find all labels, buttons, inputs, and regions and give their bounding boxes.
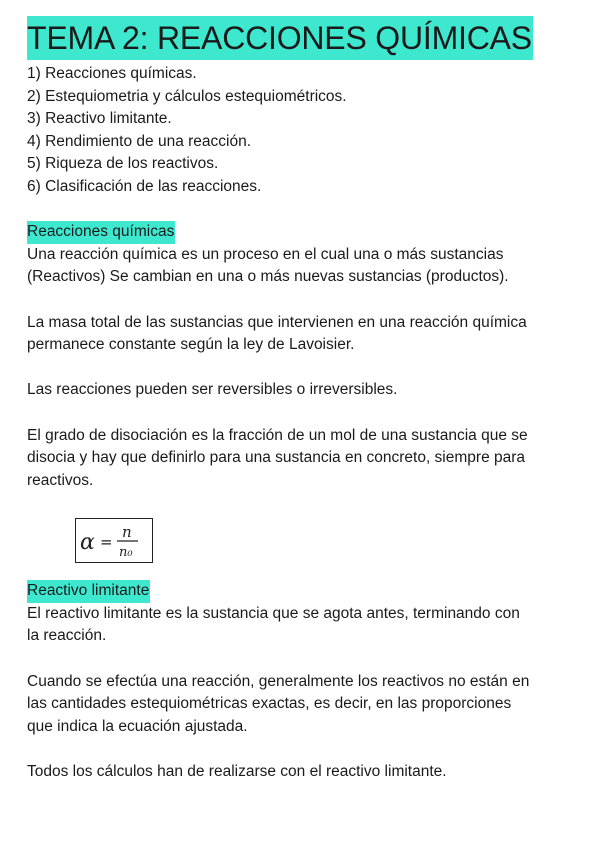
paragraph-line: Cuando se efectúa una reacción, generalmente los reactivos no están en bbox=[27, 672, 530, 690]
paragraph-line: que indica la ecuación ajustada. bbox=[27, 717, 248, 735]
paragraph-line: (Reactivos) Se cambian en una o más nuevas sustancias (productos). bbox=[27, 268, 509, 286]
section-reacciones-quimicas bbox=[27, 221, 577, 580]
paragraph-line: permanece constante según la ley de Lavoisier. bbox=[27, 336, 355, 354]
paragraph-line: reactivos. bbox=[27, 471, 94, 489]
dissociation-formula bbox=[75, 518, 153, 563]
toc-item: 3) Reactivo limitante. bbox=[27, 110, 172, 128]
paragraph-line: La masa total de las sustancias que intervienen en una reacción química bbox=[27, 313, 527, 331]
formula-numerator: n bbox=[122, 523, 132, 542]
toc-item: 2) Estequiometria y cálculos estequiométricos. bbox=[27, 87, 347, 105]
table-of-contents bbox=[27, 63, 577, 199]
formula-alpha: α bbox=[80, 530, 95, 556]
paragraph-line: Todos los cálculos han de realizarse con el reactivo limitante. bbox=[27, 763, 447, 781]
section-heading: Reactivo limitante bbox=[27, 580, 150, 603]
document-page bbox=[27, 16, 577, 784]
section-heading: Reacciones químicas bbox=[27, 221, 175, 244]
paragraph-line: disocia y hay que definirlo para una sustancia en concreto, siempre para bbox=[27, 449, 526, 467]
toc-item: 1) Reacciones químicas. bbox=[27, 65, 197, 82]
toc-item: 5) Riqueza de los reactivos. bbox=[27, 155, 219, 173]
formula-area bbox=[27, 492, 577, 580]
page-title: TEMA 2: REACCIONES QUÍMICAS bbox=[27, 16, 533, 60]
toc-item: 6) Clasificación de las reacciones. bbox=[27, 177, 262, 195]
formula-denominator: n₀ bbox=[119, 545, 133, 561]
paragraph-line: El grado de disociación es la fracción de un mol de una sustancia que se bbox=[27, 426, 528, 444]
paragraph-line: Una reacción química es un proceso en el cual una o más sustancias bbox=[27, 245, 504, 263]
toc-item: 4) Rendimiento de una reacción. bbox=[27, 132, 252, 150]
paragraph-line: las cantidades estequiométricas exactas, es decir, en las proporciones bbox=[27, 695, 512, 713]
paragraph-line: la reacción. bbox=[27, 627, 107, 645]
formula-equals: = bbox=[100, 533, 113, 552]
section-reactivo-limitante bbox=[27, 580, 577, 783]
paragraph-line: Las reacciones pueden ser reversibles o irreversibles. bbox=[27, 381, 398, 399]
paragraph-line: El reactivo limitante es la sustancia que se agota antes, terminando con bbox=[27, 604, 520, 622]
